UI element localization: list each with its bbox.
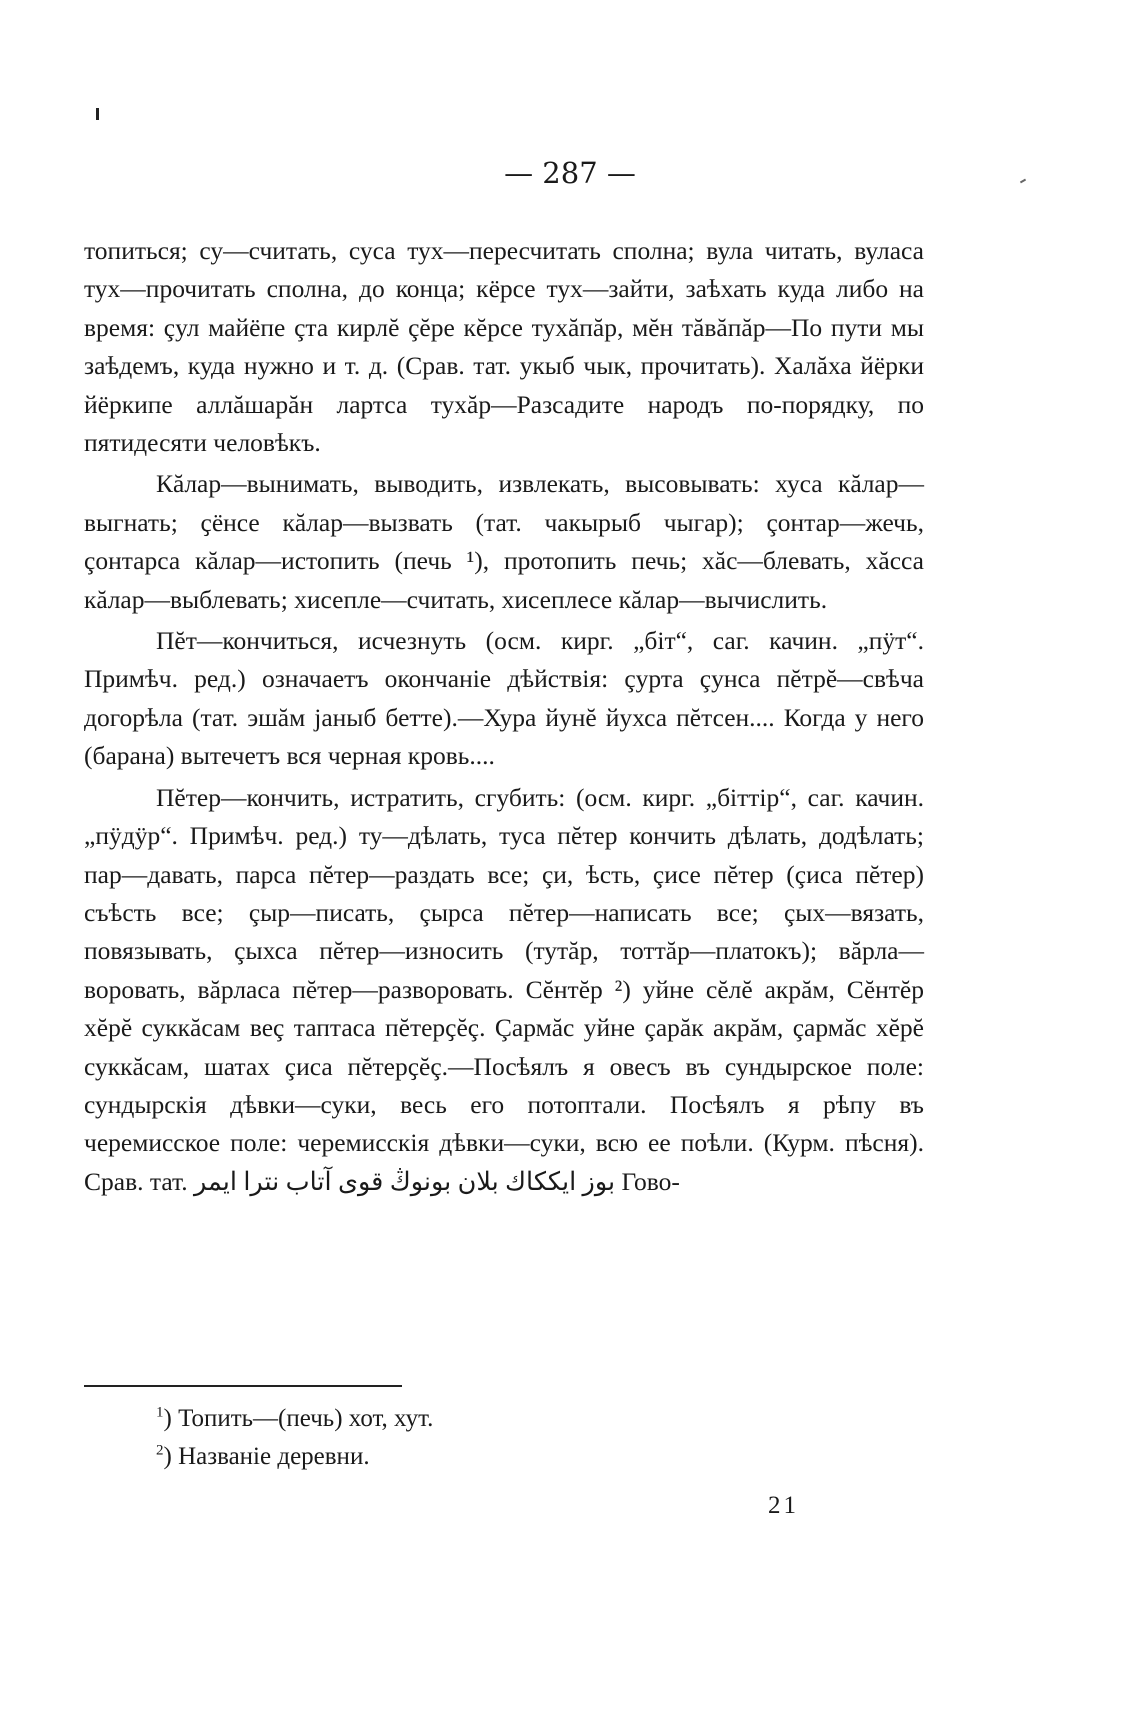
footnote-1: $^1$) Топить—(печь) хот, хут. [156, 1404, 434, 1432]
page-number: — 287 — [504, 156, 636, 190]
footnotes [156, 1400, 433, 1476]
footnote-divider [84, 1385, 402, 1387]
margin-mark [96, 108, 99, 120]
footnote-2: $^2$) Названіе деревни. [156, 1442, 370, 1470]
footnote-2-text: Названіе деревни. [178, 1443, 370, 1470]
footnote-1-text: Топить—(печь) хот, хут. [178, 1405, 434, 1432]
signature-mark: 21 [768, 1492, 799, 1519]
paragraph-3: Пĕт—кончиться, исчезнуть (осм. кирг. „бiт“, саг. качин. „пÿт“. Примѣч. ред.) означаетъ окончаніе дѣйствія: çурта çунса пĕтрĕ—свѣча догорѣла (тат. эшăм jаныб бетте).—Хура йунĕ йухса пĕтсен.... Когда у него (барана) вытечетъ вся черная кровь.... [84, 626, 924, 771]
footnote-2-mark: 2 [156, 1442, 164, 1459]
paragraph-4: Пĕтер—кончить, истратить, сгубить: (осм. кирг. „біттiр“, саг. качин. „пÿдÿр“. Примѣч. ред.) ту—дѣлать, туса пĕтер кончить дѣлать, додѣлать; пар—давать, парса пĕтер—раздать все; çи, ѣсть, çисе пĕтер (çиса пĕтер) съѣсть все; çыр—писать, çырса пĕтер—написать все; çых—вязать, повязывать, çыхса пĕтер—износить (тутăр, тоттăр—платокъ); вăрла—воровать, вăрласа пĕтер—разворовать. Сĕнтĕр ²) уйне сĕлĕ акрăм, Сĕнтĕр хĕрĕ суккăсам веç таптаса пĕтерҫĕç. Çармăс уйне çарăк акрăм, çармăс хĕрĕ суккăсам, шатах çиса пĕтерҫĕç.—Посѣялъ я овесъ въ сундырское поле: сундырскія дѣвки—суки, весь его потоптали. Посѣялъ я рѣпу въ черемисское поле: черемисскія дѣвки—суки, всю ее поѣли. (Курм. пѣсня). Срав. тат. بوز ایككاك بلان بونوڭ قوی آتاب نترا ایمر Гово- [84, 782, 924, 1196]
paragraph-2: Кăлар—вынимать, выводить, извлекать, высовывать: хуса кăлар—выгнать; ҫёнсе кăлар—вызвать (тат. чакырыб чыгар); çонтар—жечь, çонтарса кăлар—истопить (печь ¹), протопить печь; хăс—блевать, хăсса кăлар—выблевать; хисепле—считать, хисеплесе кăлар—вычислить. [84, 469, 924, 614]
footnote-1-mark: 1 [156, 1404, 164, 1421]
paragraph-1: топиться; су—считать, суса тух—пересчитать сполна; вула читать, вуласа тух—прочитать сполна, до конца; кёрсе тух—зайти, заѣхать куда либо на время: çул майёпе çта кирлĕ çĕре кĕрсе тухăпăр, мĕн тăвăпăр—По пути мы заѣдемъ, куда нужно и т. д. (Срав. тат. укыб чык, прочитать). Халăха йёрки йёркипе аллăшарăн лартса тухăр—Разсадите народъ по-порядку, по пятидесяти человѣкъ. [84, 236, 924, 458]
main-text [84, 232, 924, 1201]
